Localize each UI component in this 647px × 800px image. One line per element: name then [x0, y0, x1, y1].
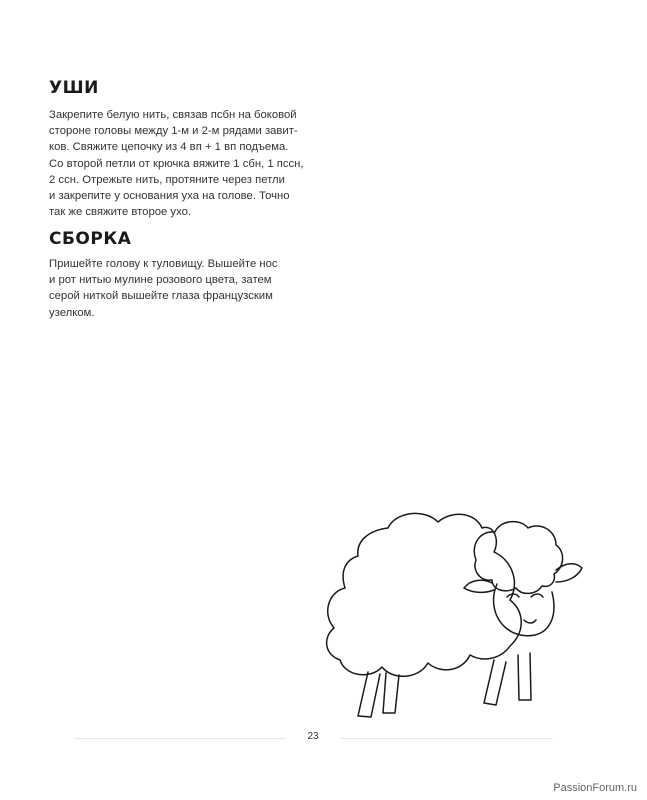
paragraph-assembly	[49, 256, 278, 321]
sheep-head	[474, 522, 562, 594]
text-line: стороне головы между 1-м и 2-м рядами завит-	[49, 125, 298, 138]
paragraph-ears	[49, 107, 304, 220]
text-line: узелком.	[49, 306, 95, 319]
page-number: 23	[307, 731, 319, 742]
sheep-leg	[383, 673, 399, 713]
sheep-leg	[484, 660, 506, 705]
sheep-illustration-icon	[322, 508, 584, 718]
text-line: и рот нитью мулине розового цвета, затем	[49, 274, 272, 287]
text-line: ков. Свяжите цепочку из 4 вп + 1 вп подъема.	[49, 141, 289, 154]
text-line: Пришейте голову к туловищу. Вышейте нос	[49, 258, 278, 270]
text-line: серой ниткой вышейте глаза французским	[49, 290, 273, 303]
footer-rule-right	[340, 738, 553, 739]
sheep-body	[327, 513, 522, 676]
text-line: так же свяжите второе ухо.	[49, 206, 192, 219]
sheep-eye	[507, 594, 519, 597]
sheep-leg	[518, 653, 531, 700]
text-line: Закрепите белую нить, связав псбн на боковой	[49, 109, 297, 121]
sheep-ear	[464, 580, 494, 592]
sheep-leg	[358, 672, 380, 717]
watermark: PassionForum.ru	[553, 782, 637, 794]
text-line: 2 ссн. Отрежьте нить, протяните через петли	[49, 173, 285, 186]
sheep-eye	[531, 594, 543, 597]
heading-ears: УШИ	[49, 78, 99, 98]
sheep-mouth	[524, 620, 536, 623]
sheep-face	[494, 584, 554, 636]
sheep-ear	[556, 564, 582, 582]
text-line: Со второй петли от крючка вяжите 1 сбн, 1 пссн,	[49, 157, 304, 170]
heading-assembly: СБОРКА	[49, 229, 132, 249]
footer-rule-left	[74, 738, 286, 739]
text-line: и закрепите у основания уха на голове. Точно	[49, 190, 290, 203]
